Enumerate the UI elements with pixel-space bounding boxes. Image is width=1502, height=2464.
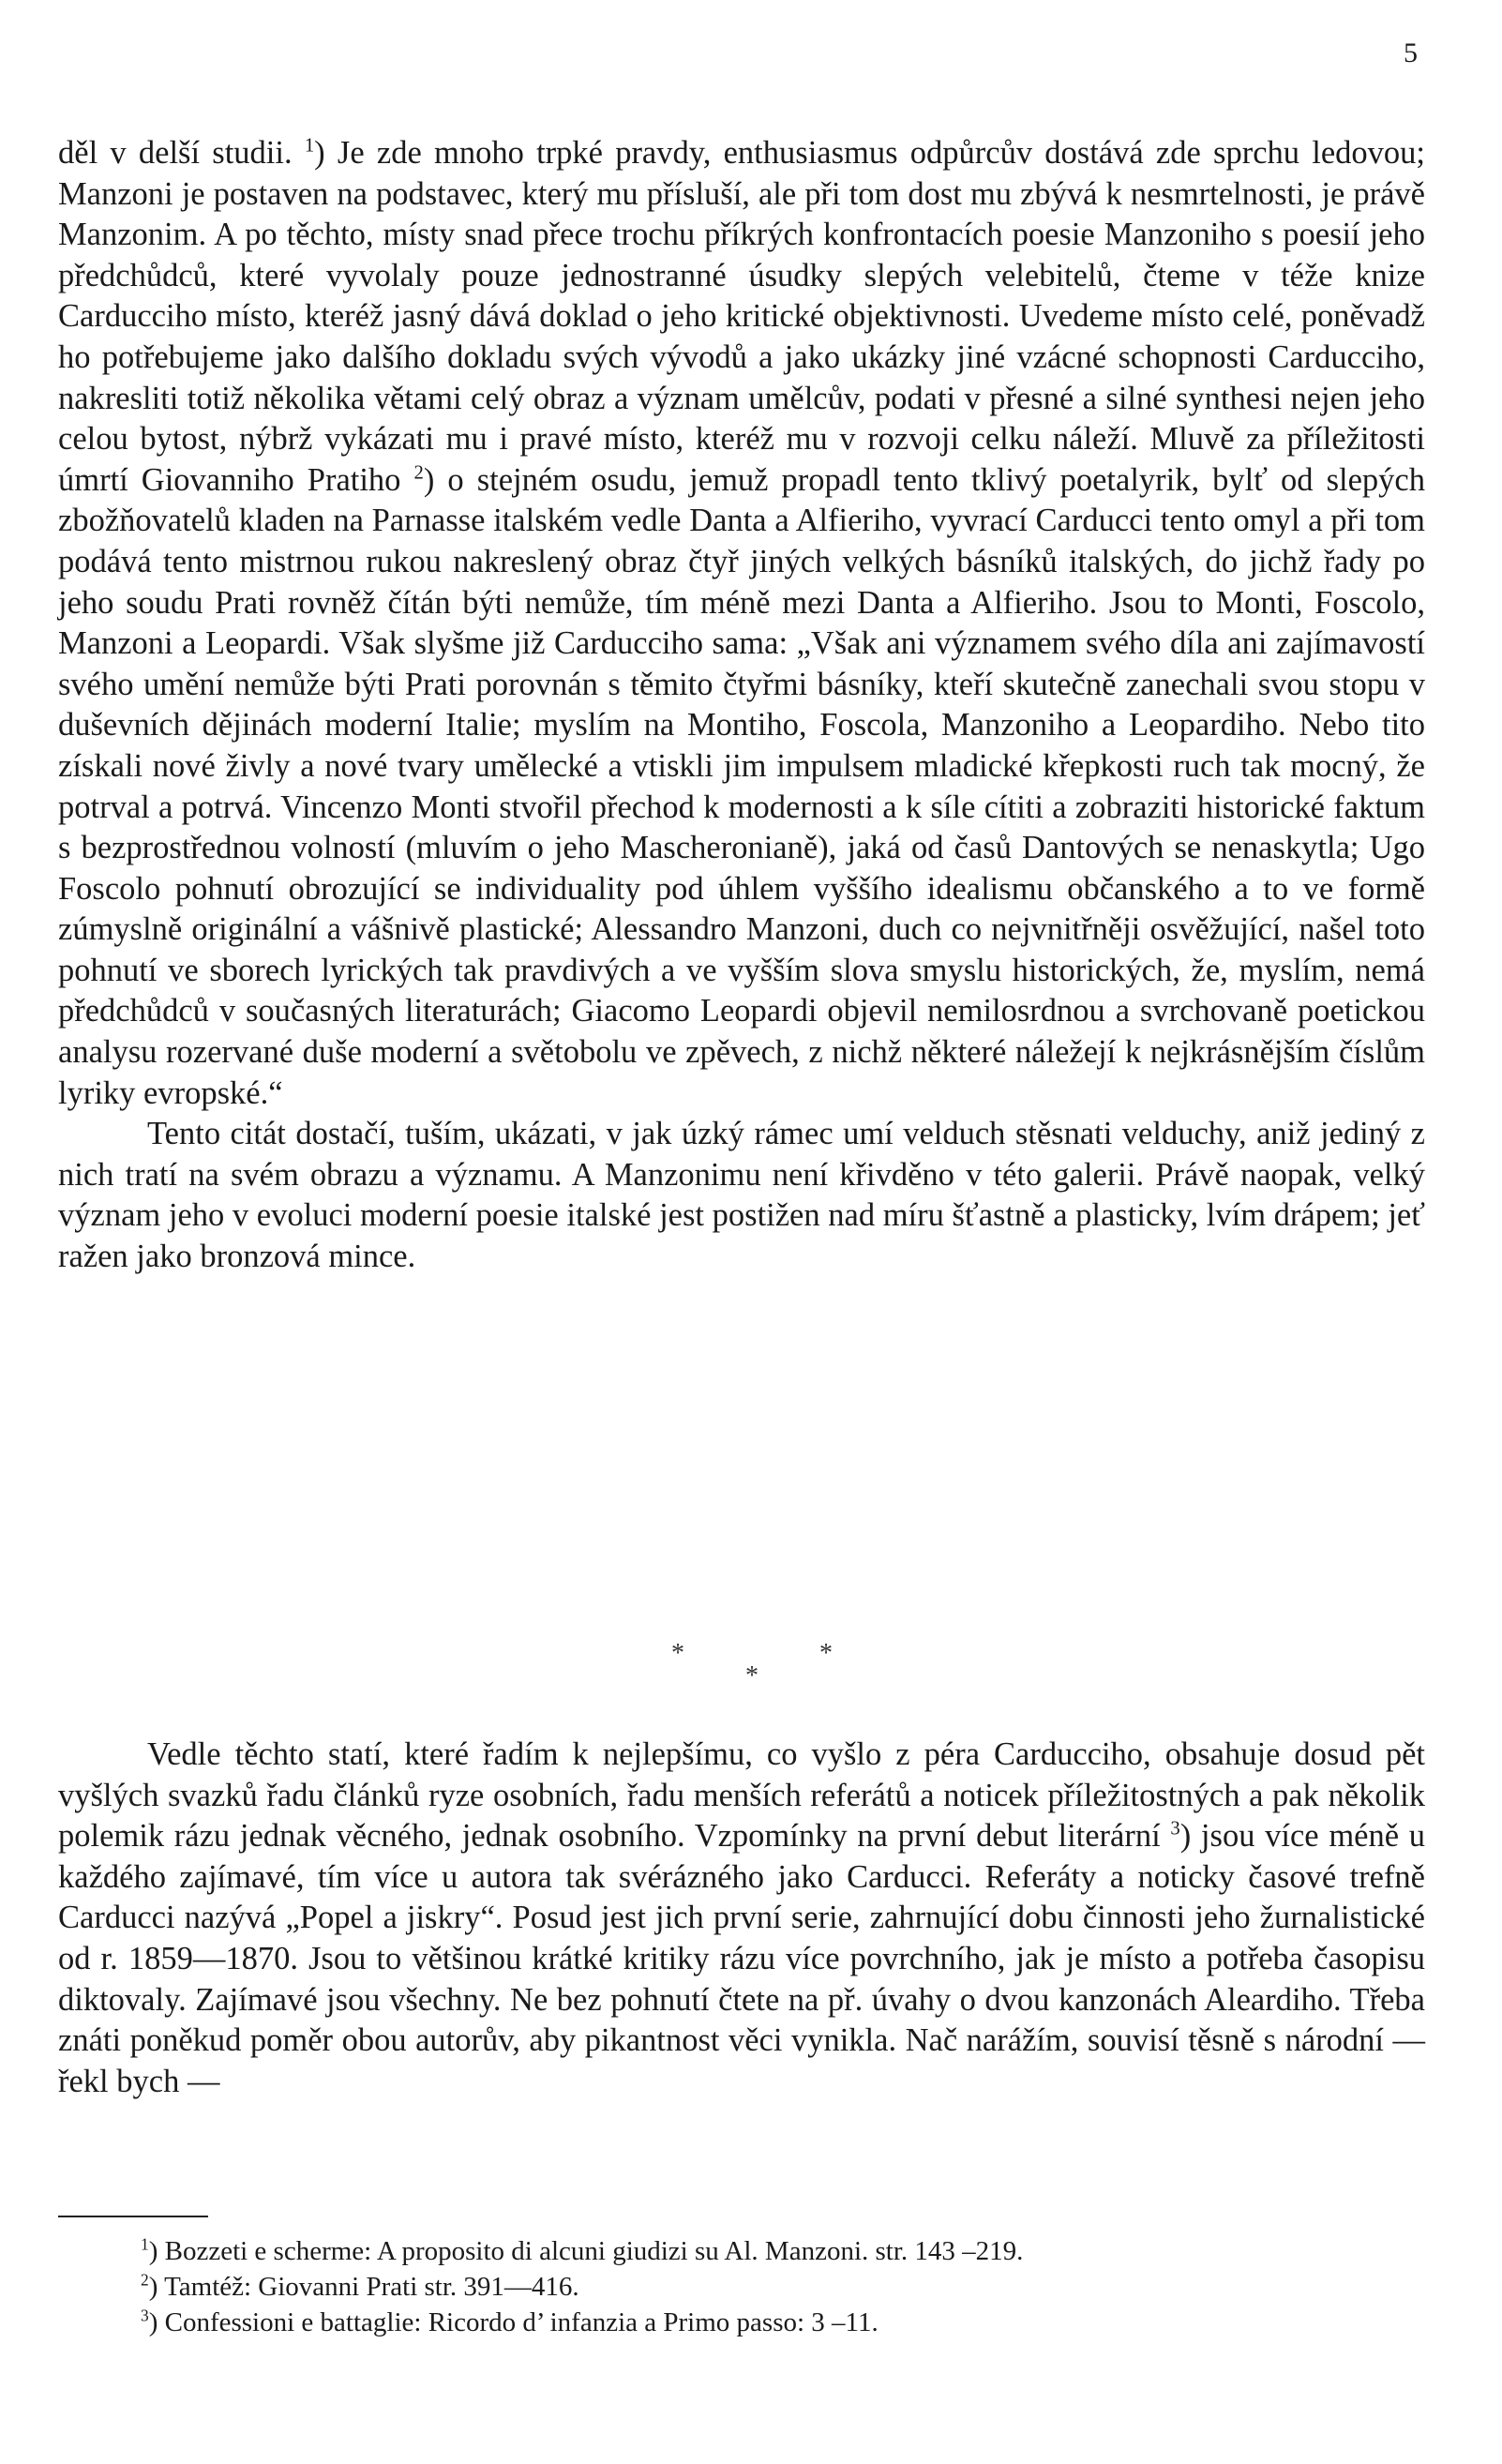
footnote: [141, 2305, 1434, 2340]
paragraph-text: ) Je zde mnoho trpké pravdy, enthusiasmus odpůrcův dostává zde sprchu ledovou; Manzoni je postaven na podstavec, který mu přísluší, ale při tom dost mu zbývá k nesmrtelnosti, je právě Manzonim. A po těchto, místy snad přece trochu příkrých konfrontacích poesie Manzoniho s poesií jeho předchůdců, které vyvolaly pouze jednostranné úsudky slepých velebitelů, čteme v téže knize Carducciho místo, kteréž jasný dává doklad o jeho kritické objektivnosti. Uvedeme místo celé, poněvadž ho potřebujeme jako dalšího dokladu svých vývodů a jako ukázky jiné vzácné schopnosti Carducciho, nakresliti totiž několika větami celý obraz a význam umělcův, podati v přesné a silné synthesi nejen jeho celou bytost, nýbrž vykázati mu i pravé místo, kteréž mu v rozvoji celku náleží. Mluvě za příležitosti úmrtí Giovanniho Pratiho: [58, 135, 1425, 498]
footnote-text: ) Confessioni e battaglie: Ricordo d’ infanzia a Primo passo: 3 –11.: [148, 2307, 879, 2337]
paragraph: [58, 1735, 1425, 2102]
footnote-mark: 1: [141, 2234, 149, 2254]
section-separator: [0, 1639, 1502, 1695]
footnote-text: ) Tamtéž: Giovanni Prati str. 391—416.: [148, 2272, 579, 2302]
separator-asterisk: *: [745, 1661, 759, 1690]
main-text-block: [58, 133, 1425, 1278]
page-number: 5: [1404, 38, 1418, 68]
footnotes: [141, 2233, 1434, 2340]
paragraph-text: ) jsou více méně u každého zajímavé, tím více u autora tak svérázného jako Carducci. Referáty a noticky časové trefně Carducci nazývá „Popel a jiskry“. Posud jest jich první serie, zahrnující dobu činnosti jeho žurnalistické od r. 1859—1870. Jsou to většinou krátké kritiky rázu více povrchního, jak je místo a potřeba časopisu diktovaly. Zajímavé jsou všechny. Ne bez pohnutí čtete na př. úvahy o dvou kanzonách Aleardiho. Třeba znáti poněkud poměr obou autorův, aby pikantnost věci vynikla. Nač narážím, souvisí těsně s národní — řekl bych —: [58, 1818, 1426, 2099]
footnote-divider: [58, 2216, 208, 2217]
paragraph-text: děl v delší studii.: [58, 135, 305, 171]
separator-asterisk: *: [819, 1639, 833, 1668]
second-text-block: [58, 1735, 1425, 2102]
footnote: [141, 2233, 1434, 2269]
paragraph-text: ) o stejném osudu, jemuž propadl tento tklivý poetalyrik, bylť od slepých zbožňovatelů kladen na Parnasse italském vedle Danta a Alfieriho, vyvrací Carducci tento omyl a při tom podává tento mistrnou rukou nakreslený obraz čtyř jiných velkých básníků italských, do jichž řady po jeho soudu Prati rovněž čítán býti nemůže, tím méně mezi Danta a Alfieriho. Jsou to Monti, Foscolo, Manzoni a Leopardi. Však slyšme již Carducciho sama: „Však ani významem svého díla ani zajímavostí svého umění nemůže býti Prati porovnán s těmito čtyřmi básníky, kteří skutečně zanechali svou stopu v duševních dějinách moderní Italie; myslím na Montiho, Foscola, Manzoniho a Leopardiho. Nebo tito získali nové živly a nové tvary umělecké a vtiskli jim impulsem mladické křepkosti ruch tak mocný, že potrval a potrvá. Vincenzo Monti stvořil přechod k modernosti a k síle cítiti a zobraziti historické faktum s bezprostřednou volností (mluvím o jeho Mascheronianě), jaká od časů Dantových se nenaskytla; Ugo Foscolo pohnutí obrozující se individuality pod úhlem vyššího idealismu občanského a to ve formě zúmyslně originální a vášnivě plastické; Alessandro Manzoni, duch co nejvnitřněji osvěžující, našel toto pohnutí ve sborech lyrických tak pravdivých a ve vyšším slova smyslu historických, že, myslím, nemá předchůdců v současných literaturách; Giacomo Leopardi objevil nemilosrdnou a svrchovaně poetickou analysu rozervané duše moderní a světobolu ve zpěvech, z nichž některé náležejí k nejkrásnějším číslům lyriky evropské.“: [58, 461, 1425, 1111]
paragraph: [58, 1114, 1425, 1277]
paragraph: [58, 133, 1425, 1114]
footnote-mark: 3: [141, 2306, 149, 2325]
footnote-reference[interactable]: 3: [1170, 1818, 1180, 1840]
footnote-reference[interactable]: 2: [413, 462, 424, 484]
footnote-mark: 2: [141, 2270, 149, 2290]
footnote-reference[interactable]: 1: [304, 135, 315, 157]
footnote-text: ) Bozzeti e scherme: A proposito di alcuni giudizi su Al. Manzoni. str. 143 –219.: [148, 2236, 1024, 2266]
paragraph-text: Tento citát dostačí, tuším, ukázati, v jak úzký rámec umí velduch stěsnati velduchy, aniž jediný z nich tratí na svém obrazu a významu. A Manzonimu není křivděno v této galerii. Právě naopak, velký význam jeho v evoluci moderní poesie italské jest postižen nad míru šťastně a plasticky, lvím drápem; jeť ražen jako bronzová mince.: [58, 1116, 1425, 1275]
separator-asterisk: *: [671, 1639, 684, 1668]
footnote: [141, 2269, 1434, 2305]
paragraph-text: Vedle těchto statí, které řadím k nejlepšímu, co vyšlo z péra Carducciho, obsahuje dosud pět vyšlých svazků řadu článků ryze osobních, řadu menších referátů a noticek příležitostných a pak několik polemik rázu jednak věcného, jednak osobního. Vzpomínky na první debut literární: [58, 1736, 1425, 1855]
